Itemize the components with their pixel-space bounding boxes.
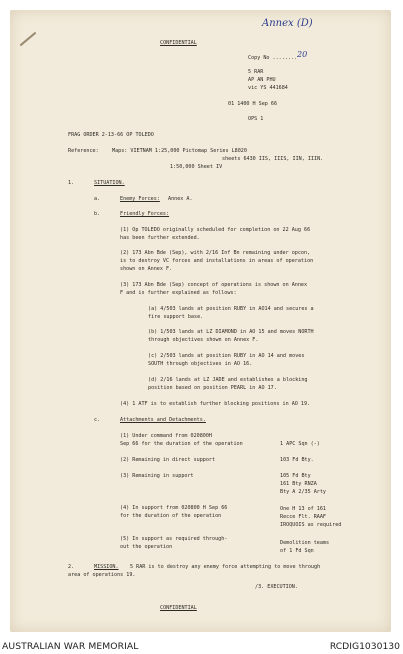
continuation-note: /3. EXECUTION. xyxy=(255,584,298,590)
c5-value-2: of 1 Fd Sqn xyxy=(280,548,314,554)
c2-line-1: (2) Remaining in direct support xyxy=(120,457,216,463)
ops-number: OPS 1 xyxy=(248,116,264,122)
b2-line-2: is to destroy VC forces and installations in areas of operation xyxy=(120,258,314,264)
date-time-group: 01 1400 H Sep 66 xyxy=(228,101,278,107)
frag-order-title: FRAG ORDER 2-13-66 OP TOLEDO xyxy=(68,132,154,138)
b3b-line-2: through objectives shown on Annex F. xyxy=(148,337,259,343)
unit-line-1: 5 RAR xyxy=(248,69,264,75)
b2-line-3: shown on Annex F. xyxy=(120,266,173,272)
c1-line-1: (1) Under command from 020800H xyxy=(120,433,213,439)
sub-b-title: Friendly Forces: xyxy=(120,211,170,217)
b3a-line-2: fire support base. xyxy=(148,314,204,320)
c5-line-1: (5) In support as required through- xyxy=(120,536,228,542)
classification-bottom: CONFIDENTIAL xyxy=(160,605,197,611)
para-2-number: 2. xyxy=(68,564,75,570)
para-2-title: MISSION. xyxy=(94,564,119,570)
classification-top: CONFIDENTIAL xyxy=(160,40,197,46)
caption-record-id: RCDIG1030130 xyxy=(329,641,400,652)
reference-label: Reference: xyxy=(68,148,99,154)
c4-value-2: Recce Flt. RAAF xyxy=(280,514,327,520)
b3a-line-1: (a) 4/503 lands at position RUBY in AO14 and secures a xyxy=(148,306,314,312)
b1-line-2: has been further extended. xyxy=(120,235,200,241)
b3-line-1: (3) 173 Abn Bde (Sep) concept of operations is shown on Annex xyxy=(120,282,308,288)
sub-a-title: Enemy Forces: xyxy=(120,196,160,202)
copy-number-label: Copy No ........ xyxy=(248,55,298,61)
unit-line-2: AP AN PHU xyxy=(248,77,276,83)
c3-value-2: 161 Bty RNZA xyxy=(280,481,317,487)
c4-value-3: IROQUOIS as required xyxy=(280,522,342,528)
c2-value: 103 Fd Bty. xyxy=(280,457,314,463)
b3d-line-2: position based on position PEARL in AO 17. xyxy=(148,385,277,391)
b3d-line-1: (d) 2/16 lands at LZ JADE and establishes a blocking xyxy=(148,377,308,383)
reference-maps: Maps: VIETNAM 1:25,000 Pictomap Series L8020 xyxy=(112,148,247,154)
para-2-line-2: area of operations 19. xyxy=(68,572,136,578)
b3c-line-2: SOUTH through objectives in AO 16. xyxy=(148,361,253,367)
reference-sheets: sheets 6430 IIS, IIIS, IIN, IIIN. xyxy=(222,156,324,162)
sub-c-number: c. xyxy=(94,417,101,423)
sub-c-title: Attachments and Detachments. xyxy=(120,417,206,423)
c3-value-1: 105 Fd Bty xyxy=(280,473,311,479)
c1-line-2: Sep 66 for the duration of the operation xyxy=(120,441,243,447)
para-1-title: SITUATION. xyxy=(94,180,125,186)
b3-line-2: F and is further explained as follows: xyxy=(120,290,237,296)
para-1-number: 1. xyxy=(68,180,75,186)
b4-line-1: (4) 1 ATF is to establish further blocking positions in AO 19. xyxy=(120,401,311,407)
c4-value-1: One H 13 of 161 xyxy=(280,506,327,512)
para-2-line-1: 5 RAR is to destroy any enemy force attempting to move through xyxy=(130,564,321,570)
b3b-line-1: (b) 1/503 lands at LZ DIAMOND in AO 15 and moves NORTH xyxy=(148,329,314,335)
b3c-line-1: (c) 2/503 lands at position RUBY in AO 14 and moves xyxy=(148,353,305,359)
c3-line-1: (3) Remaining in support xyxy=(120,473,194,479)
b2-line-1: (2) 173 Abn Bde (Sep), with 2/16 Inf Bn remaining under opcon, xyxy=(120,250,311,256)
c1-value: 1 APC Sqn (-) xyxy=(280,441,320,447)
unit-line-3: vic YS 441684 xyxy=(248,85,288,91)
caption-institution: AUSTRALIAN WAR MEMORIAL xyxy=(2,641,139,652)
c5-value-1: Demolition teams xyxy=(280,540,330,546)
c4-line-1: (4) In support from 020800 H Sep 66 xyxy=(120,505,228,511)
b1-line-1: (1) Op TOLEDO originally scheduled for completion on 22 Aug 66 xyxy=(120,227,311,233)
reference-50k: 1:50,000 Sheet IV xyxy=(170,164,223,170)
copy-number-value: 20 xyxy=(297,50,308,59)
sub-a-number: a. xyxy=(94,196,101,202)
c4-line-2: for the duration of the operation xyxy=(120,513,222,519)
sub-a-text: Annex A. xyxy=(168,196,193,202)
handwritten-annex-note: Annex (D) xyxy=(262,18,313,29)
sub-b-number: b. xyxy=(94,211,101,217)
c5-line-2: out the operation xyxy=(120,544,173,550)
c3-value-3: Bty A 2/35 Arty xyxy=(280,489,327,495)
